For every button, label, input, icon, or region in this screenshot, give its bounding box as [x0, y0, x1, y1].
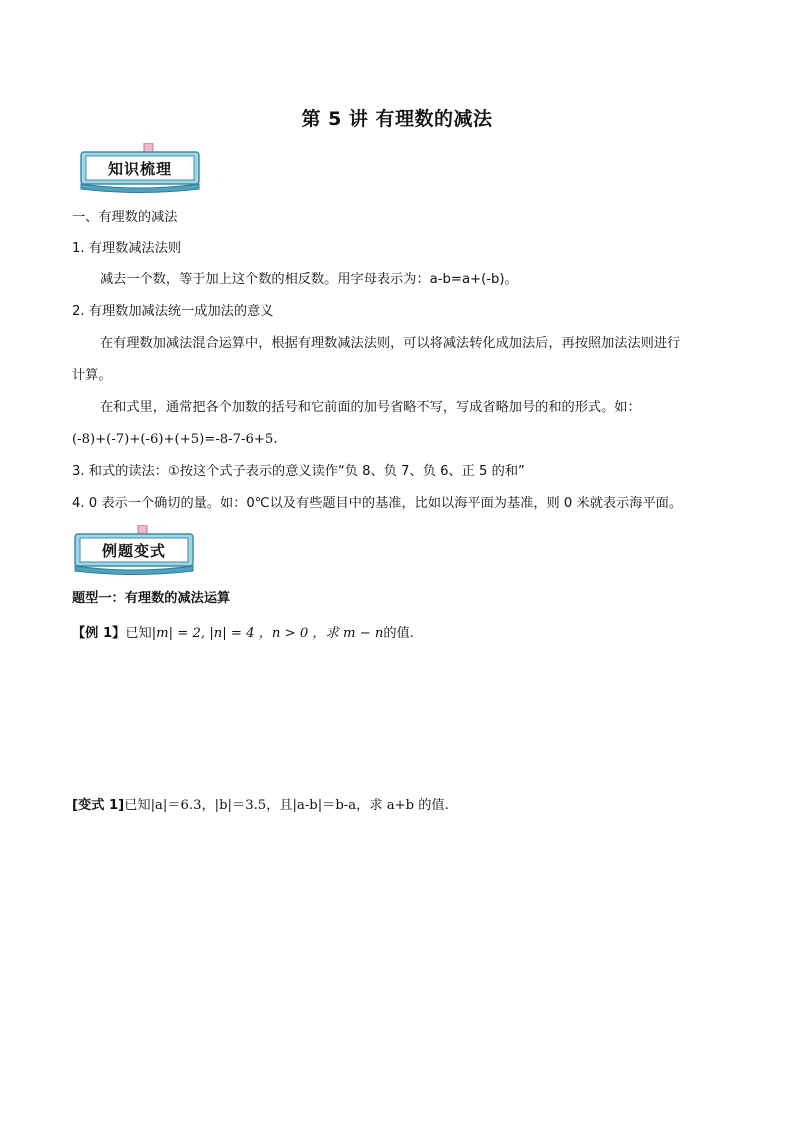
list-item: 4. 0 表示一个确切的量。如：0℃以及有些题目中的基准，比如以海平面为基准，则 0 米就表示海平面。: [72, 496, 683, 511]
knowledge-badge-label: 知识梳理: [107, 160, 172, 178]
formula: (-8)+(-7)+(-6)+(+5)=-8-7-6+5.: [72, 432, 278, 447]
list-item: 3. 和式的读法：①按这个式子表示的意义读作“负 8、负 7、负 6、正 5 的和”: [72, 464, 525, 479]
variant-1: [72, 797, 449, 815]
paragraph: 减去一个数，等于加上这个数的相反数。用字母表示为：a-b=a+(-b)。: [100, 272, 518, 287]
paragraph: 在有理数加减法混合运算中，根据有理数减法法则，可以将减法转化成加法后，再按照加法法则进行: [100, 336, 681, 351]
variant-text: 已知|a|＝6.3，|b|＝3.5，且|a-b|＝b-a，求 a+b 的值.: [124, 798, 449, 813]
example-prefix: 已知: [125, 626, 152, 641]
list-item: 1. 有理数减法法则: [72, 241, 182, 256]
examples-badge-label: 例题变式: [101, 542, 166, 560]
list-item: 2. 有理数加减法统一成加法的意义: [72, 304, 274, 319]
paragraph: 在和式里，通常把各个加数的括号和它前面的加号省略不写，写成省略加号的和的形式。如：: [100, 400, 641, 415]
paragraph: 计算。: [72, 368, 112, 383]
example-1: [72, 625, 414, 643]
variant-label: [变式 1]: [72, 798, 125, 813]
example-label: 【例 1】: [72, 626, 126, 641]
section-heading: 一、有理数的减法: [72, 210, 178, 225]
page-title: 第 5 讲 有理数的减法: [301, 108, 493, 130]
question-type-heading: 题型一：有理数的减法运算: [72, 591, 231, 606]
knowledge-badge: [78, 143, 202, 193]
example-math: |m| = 2, |n| = 4 ，n > 0 ，求 m − n: [151, 626, 384, 641]
examples-badge: [72, 525, 196, 575]
example-suffix: 的值.: [383, 626, 414, 641]
